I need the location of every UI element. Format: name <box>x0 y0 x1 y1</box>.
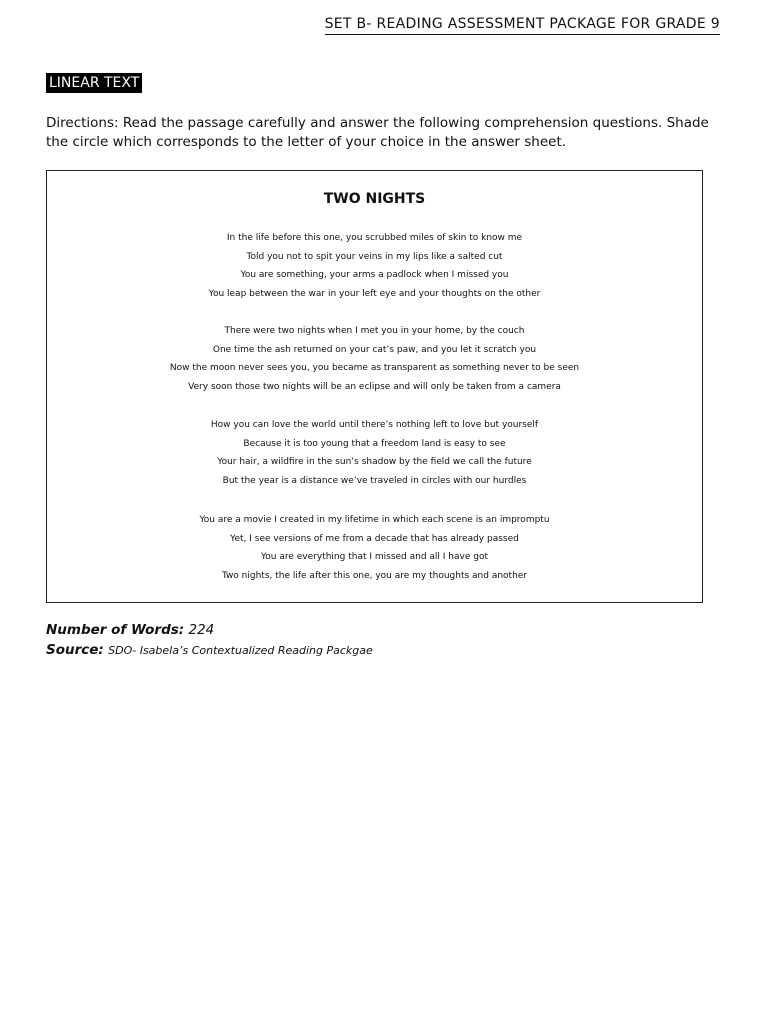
stanza-2 <box>47 322 702 396</box>
poem-box <box>46 170 703 603</box>
poem-line: You are something, your arms a padlock when I missed you <box>240 270 509 281</box>
stanza-1 <box>47 229 702 303</box>
section-label: LINEAR TEXT <box>46 73 142 93</box>
stanza-4 <box>47 511 702 585</box>
word-count-label: Number of Words: <box>46 622 185 638</box>
poem-line: You are everything that I missed and all I have got <box>260 552 488 563</box>
stanza-3 <box>47 416 702 490</box>
poem-line: Your hair, a wildfire in the sun’s shadow by the field we call the future <box>217 457 532 468</box>
poem-line: Yet, I see versions of me from a decade that has already passed <box>230 533 519 544</box>
source-value: SDO- Isabela’s Contextualized Reading Packgae <box>108 644 373 657</box>
poem-line: Now the moon never sees you, you became as transparent as something never to be seen <box>169 363 580 374</box>
poem-line: Very soon those two nights will be an eclipse and will only be taken from a camera <box>188 381 561 392</box>
poem-line: You leap between the war in your left eye and your thoughts on the other <box>208 288 541 299</box>
poem-line: Because it is too young that a freedom land is easy to see <box>243 438 506 449</box>
source-label: Source: <box>46 642 104 658</box>
poem-line: But the year is a distance we’ve traveled in circles with our hurdles <box>222 475 527 486</box>
page-header: SET B- READING ASSESSMENT PACKAGE FOR GRADE 9 <box>325 16 720 35</box>
poem-title: TWO NIGHTS <box>323 191 426 207</box>
directions-text: Directions: Read the passage carefully and answer the following comprehension questions. Shade the circle which corresponds to the letter of your choice in the answer sheet. <box>46 115 709 150</box>
poem-line: One time the ash returned on your cat’s paw, and you let it scratch you <box>212 344 537 355</box>
poem-line: There were two nights when I met you in your home, by the couch <box>224 326 525 336</box>
poem-line: Told you not to spit your veins in my lips like a salted cut <box>246 251 503 262</box>
word-count <box>46 622 214 638</box>
poem-line: In the life before this one, you scrubbed miles of skin to know me <box>226 233 523 243</box>
source <box>46 642 373 658</box>
poem-line: You are a movie I created in my lifetime in which each scene is an impromptu <box>199 515 550 525</box>
poem-line: Two nights, the life after this one, you are my thoughts and another <box>221 570 528 581</box>
poem-line: How you can love the world until there’s nothing left to love but yourself <box>210 420 539 430</box>
word-count-value: 224 <box>188 622 215 638</box>
